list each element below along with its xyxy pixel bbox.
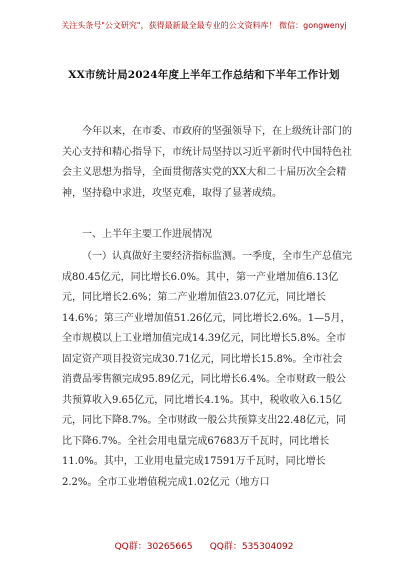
footer-qq-right: QQ群：535304092 bbox=[209, 542, 294, 552]
document-title: XX市统计局2024年度上半年工作总结和下半年工作计划 bbox=[68, 69, 340, 81]
footer-qq-groups bbox=[0, 539, 408, 552]
intro-paragraph bbox=[62, 122, 352, 204]
section-heading: 一、上半年主要工作进展情况 bbox=[82, 229, 212, 240]
header-banner: 关注头条号"公文研究"，获得最新最全最专业的公文资料库！ 微信：gongwenyj bbox=[61, 21, 347, 30]
intro-text: 今年以来，在市委、市政府的坚强领导下，在上级统计部门的关心支持和精心指导下，市统计局坚持以习近平新时代中国特色社会主义思想为指导，全面贯彻落实党的XX大和二十届历次全会精神，坚持稳中求进，攻坚克难，取得了显著成绩。 bbox=[62, 126, 352, 199]
body-paragraph-1 bbox=[62, 247, 352, 493]
footer-qq-left: QQ群：30265665 bbox=[114, 542, 193, 552]
body-paragraph-1-text: （一）认真做好主要经济指标监测。一季度，全市生产总值完成80.45亿元，同比增长6.0%。其中，第一产业增加值6.13亿元，同比增长2.6%；第二产业增加值23.07亿元，同比增长14.6%；第三产业增加值51.26亿元，同比增长2.6%。1—5月，全市规模以上工业增加值完成14.39亿元，同比增长5.8%。全市固定资产项目投资完成30.71亿元，同比增长15.8%。全市社会消费品零售额完成95.89亿元，同比增长6.4%。全市财政一般公共预算收入9.65亿元，同比增长4.1%。其中，税收收入6.15亿元，同比下降8.7%。全市财政一般公共预算支出22.48亿元，同比下降6.7%。全社会用电量完成67683万千瓦时，同比增长11.0%。其中，工业用电量完成17591万千瓦时，同比增长2.2%。全市工业增值税完成1.02亿元（地方口 bbox=[62, 251, 352, 488]
